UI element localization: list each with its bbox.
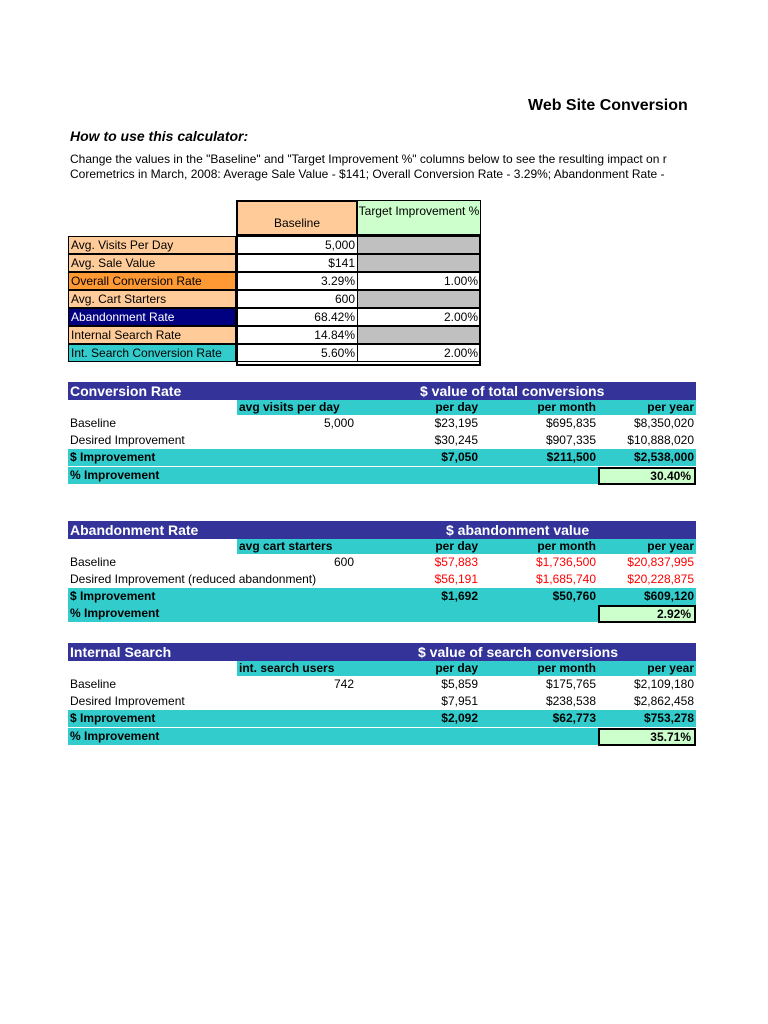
search-pct-value: 35.71% bbox=[598, 728, 696, 746]
baseline-avg-cart-starters[interactable]: 600 bbox=[236, 290, 358, 308]
abandonment-improvement-row: $ Improvement $1,692 $50,760 $609,120 bbox=[70, 589, 694, 603]
intro-line-2: Coremetrics in March, 2008: Average Sale Value - $141; Overall Conversion Rate - 3.29%; Abandonment Rate - bbox=[70, 167, 665, 181]
abandonment-section-title: Abandonment Rate bbox=[70, 522, 199, 538]
baseline-overall-conversion-rate[interactable]: 3.29% bbox=[236, 272, 358, 290]
target-avg-visits bbox=[357, 236, 481, 254]
search-value-title: $ value of search conversions bbox=[418, 644, 618, 660]
abandonment-section-header bbox=[68, 521, 696, 539]
target-int-search-conversion-rate[interactable]: 2.00% bbox=[357, 344, 481, 362]
conversion-value-title: $ value of total conversions bbox=[420, 383, 605, 399]
target-avg-sale-value bbox=[357, 254, 481, 272]
target-internal-search-rate bbox=[357, 326, 481, 344]
page-title: Web Site Conversion bbox=[528, 97, 688, 114]
conversion-baseline-row: Baseline 5,000 $23,195 $695,835 $8,350,020 bbox=[70, 416, 694, 430]
label-overall-conversion-rate: Overall Conversion Rate bbox=[68, 272, 236, 290]
conversion-improvement-row: $ Improvement $7,050 $211,500 $2,538,000 bbox=[70, 450, 694, 464]
intro-line-1: Change the values in the "Baseline" and "Target Improvement %" columns below to see the resulting impact on r bbox=[70, 152, 667, 166]
abandonment-desired-row: Desired Improvement (reduced abandonment) $56,191 $1,685,740 $20,228,875 bbox=[70, 572, 694, 586]
conversion-pct-value: 30.40% bbox=[598, 467, 696, 485]
search-sub-header: int. search users per day per month per year bbox=[239, 661, 694, 675]
label-avg-cart-starters: Avg. Cart Starters bbox=[68, 290, 236, 308]
baseline-abandonment-rate[interactable]: 68.42% bbox=[236, 308, 358, 326]
conversion-pct-row: % Improvement bbox=[68, 467, 696, 484]
label-avg-visits: Avg. Visits Per Day bbox=[68, 236, 236, 254]
target-avg-cart-starters bbox=[357, 290, 481, 308]
label-internal-search-rate: Internal Search Rate bbox=[68, 326, 236, 344]
baseline-avg-sale-value[interactable]: $141 bbox=[236, 254, 358, 272]
search-pct-row: % Improvement bbox=[68, 728, 696, 745]
baseline-int-search-conversion-rate[interactable]: 5.60% bbox=[236, 344, 358, 362]
abandonment-pct-row: % Improvement bbox=[68, 605, 696, 622]
conversion-desired-row: Desired Improvement $30,245 $907,335 $10,888,020 bbox=[70, 433, 694, 447]
howto-heading: How to use this calculator: bbox=[70, 128, 249, 144]
target-abandonment-rate[interactable]: 2.00% bbox=[357, 308, 481, 326]
search-section-header bbox=[68, 643, 696, 661]
baseline-column-header: Baseline bbox=[236, 200, 358, 236]
search-baseline-row: Baseline 742 $5,859 $175,765 $2,109,180 bbox=[70, 677, 694, 691]
intro-text bbox=[70, 152, 698, 182]
abandonment-baseline-row: Baseline 600 $57,883 $1,736,500 $20,837,995 bbox=[70, 555, 694, 569]
baseline-internal-search-rate[interactable]: 14.84% bbox=[236, 326, 358, 344]
abandonment-sub-header: avg cart starters per day per month per year bbox=[239, 539, 694, 553]
search-desired-row: Desired Improvement $7,951 $238,538 $2,862,458 bbox=[70, 694, 694, 708]
search-section-title: Internal Search bbox=[70, 644, 172, 660]
conversion-section-title: Conversion Rate bbox=[70, 383, 182, 399]
baseline-avg-visits[interactable]: 5,000 bbox=[236, 236, 358, 254]
target-column-header: Target Improvement % bbox=[357, 200, 481, 236]
target-overall-conversion-rate[interactable]: 1.00% bbox=[357, 272, 481, 290]
conversion-section-header bbox=[68, 382, 696, 400]
search-improvement-row: $ Improvement $2,092 $62,773 $753,278 bbox=[70, 711, 694, 725]
label-avg-sale-value: Avg. Sale Value bbox=[68, 254, 236, 272]
label-int-search-conversion-rate: Int. Search Conversion Rate bbox=[68, 344, 236, 362]
abandonment-pct-value: 2.92% bbox=[598, 605, 696, 623]
label-abandonment-rate: Abandonment Rate bbox=[68, 308, 236, 326]
abandonment-value-title: $ abandonment value bbox=[446, 522, 590, 538]
conversion-sub-header: avg visits per day per day per month per year bbox=[239, 400, 694, 414]
